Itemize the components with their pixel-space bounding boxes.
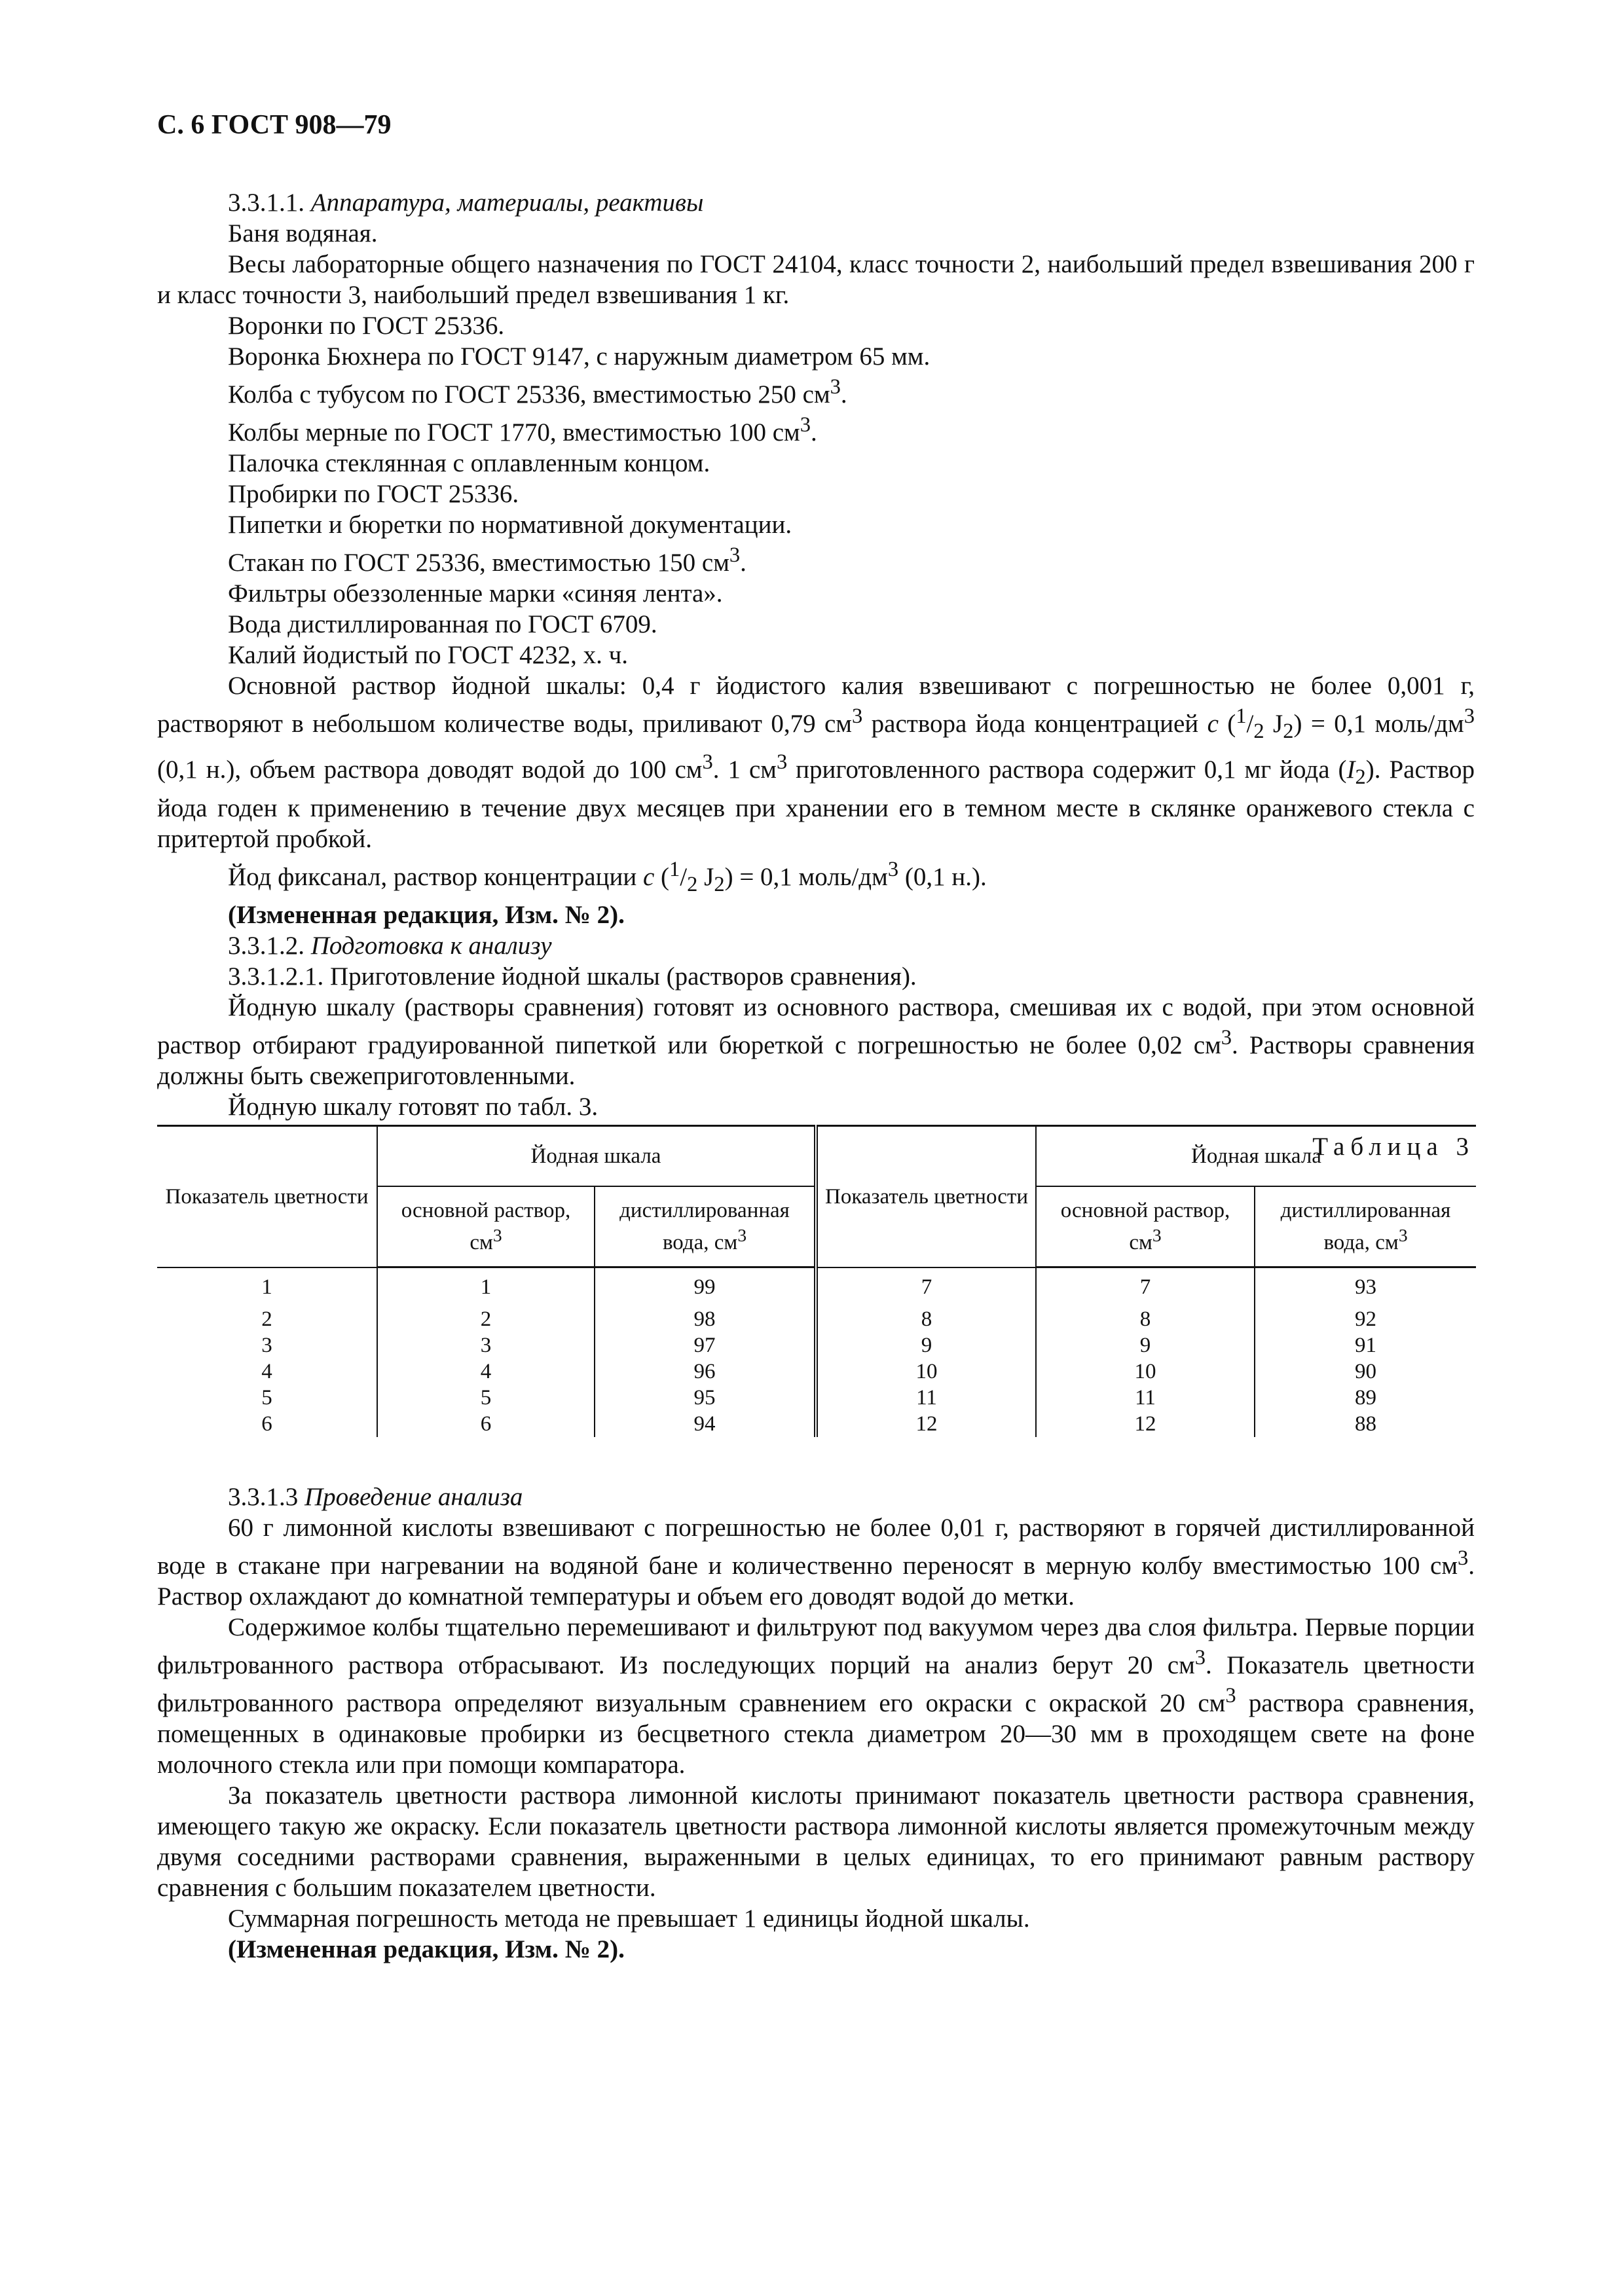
item-bath: Баня водяная.: [228, 219, 378, 247]
table-row: 3 3 97 9 9 91: [157, 1332, 1476, 1358]
analysis-paragraph-4: Суммарная погрешность метода не превышает 1 единицы йодной шкалы.: [228, 1904, 1030, 1933]
scale-preparation-paragraph: Йодную шкалу (растворы сравнения) готовят из основного раствора, смешивая их с водой, при этом основной раствор отбирают градуированной пипеткой или бюреткой с погрешностью не более 0,02 $см^3$. Растворы сравнения должны быть свежеприготовленными.: [157, 993, 1475, 1091]
analysis-paragraph-1: 60 г лимонной кислоты взвешивают с погрешностью не более 0,01 г, растворяют в горячей дистиллированной воде в стакане при нагревании на водяной бане и количественно переносят в мерную колбу вместимостью 100 $см^3$. Раствор охлаждают до комнатной температуры и объем его доводят водой до метки.: [157, 1514, 1475, 1611]
item-buchner-funnel: Воронка Бюхнера по ГОСТ 9147, с наружным диаметром 65 мм.: [228, 342, 931, 371]
item-scales: Весы лабораторные общего назначения по ГОСТ 24104, класс точности 2, наибольший предел взвешивания 200 г и класс точности 3, наибольший предел взвешивания 1 кг.: [157, 250, 1475, 309]
item-beaker: Стакан по ГОСТ 25336, вместимостью 150 $см^3$.: [228, 543, 746, 577]
page-header: С. 6 ГОСТ 908—79: [157, 110, 392, 140]
table-row: 1 1 99 7 7 93: [157, 1267, 1476, 1307]
item-potassium-iodide: Калий йодистый по ГОСТ 4232, х. ч.: [228, 641, 629, 669]
scale-table-reference: Йодную шкалу готовят по табл. 3.: [228, 1093, 599, 1121]
header-water-left: дистиллированная вода, $см^3$: [595, 1186, 816, 1267]
table-caption: Таблица 3: [1312, 1133, 1475, 1161]
section-3-3-1-3-heading: 3.3.1.3 Проведение анализа: [228, 1483, 523, 1511]
header-color-index-right: Показатель цветности: [816, 1126, 1036, 1267]
item-funnels: Воронки по ГОСТ 25336.: [228, 312, 505, 340]
header-iodine-scale-left: Йодная шкала: [377, 1126, 816, 1186]
iodine-scale-table: [157, 1125, 1476, 1437]
fixanal-paragraph: Йод фиксанал, раствор концентрации c ($^1/_2$ $J_2) = 0,1$ моль/$дм^3$ (0,1 н.).: [228, 857, 987, 896]
section-3-3-1-2-heading: 3.3.1.2. Подготовка к анализу: [228, 932, 552, 960]
item-pipettes: Пипетки и бюретки по нормативной документации.: [228, 511, 792, 539]
item-water: Вода дистиллированная по ГОСТ 6709.: [228, 610, 657, 638]
item-flask-tube: Колба с тубусом по ГОСТ 25336, вместимостью 250 $см^3$.: [228, 375, 847, 409]
item-filters: Фильтры обеззоленные марки «синяя лента».: [228, 579, 723, 608]
item-test-tubes: Пробирки по ГОСТ 25336.: [228, 480, 519, 508]
stock-solution-paragraph: Основной раствор йодной шкалы: 0,4 г йодистого калия взвешивают с погрешностью не более 0,001 г, растворяют в небольшом количестве воды, приливают 0,79 $см^3$ раствора йода концентрацией c ($^1/_2$ $J_2) = 0,1$ моль/$дм^3$ (0,1 н.), объем раствора доводят водой до 100 $см^3$. 1 $см^3$ приготовленного раствора содержит 0,1 мг йода $(I_2)$. Раствор йода годен к применению в течение двух месяцев при хранении его в темном месте в склянке оранжевого стекла с притертой пробкой.: [157, 672, 1475, 853]
analysis-paragraph-3: За показатель цветности раствора лимонной кислоты принимают показатель цветности раствора сравнения, имеющего такую же окраску. Если показатель цветности раствора лимонной кислоты является промежуточным между двумя соседними растворами сравнения, выраженными в целых единицах, то его принимают равным раствору сравнения с большим показателем цветности.: [157, 1781, 1475, 1902]
header-water-right: дистиллированная вода, $см^3$: [1255, 1186, 1476, 1267]
table-row: 2 2 98 8 8 92: [157, 1306, 1476, 1332]
section-3-3-1-1-heading: 3.3.1.1. Аппаратура, материалы, реактивы: [228, 189, 704, 217]
table-row: 5 5 95 11 11 89: [157, 1385, 1476, 1411]
item-glass-rod: Палочка стеклянная с оплавленным концом.: [228, 449, 710, 477]
table-row: 4 4 96 10 10 90: [157, 1358, 1476, 1385]
header-stock-left: основной раствор, $см^3$: [377, 1186, 595, 1267]
analysis-paragraph-2: Содержимое колбы тщательно перемешивают и фильтруют под вакуумом через два слоя фильтра. Первые порции фильтрованного раствора отбрасывают. Из последующих порций на анализ берут 20 $см^3$. Показатель цветности фильтрованного раствора определяют визуальным сравнением его окраски с окраской 20 $см^3$ раствора сравнения, помещенных в одинаковые пробирки из бесцветного стекла диаметром 20—30 мм в проходящем свете на фоне молочного стекла или при помощи компаратора.: [157, 1613, 1475, 1779]
amendment-note-2: (Измененная редакция, Изм. № 2).: [228, 1935, 625, 1963]
table-row: 6 6 94 12 12 88: [157, 1411, 1476, 1437]
section-body-top: [157, 187, 1475, 1162]
header-iodine-scale-right: Йодная шкала: [1036, 1126, 1476, 1186]
amendment-note-1: (Измененная редакция, Изм. № 2).: [228, 901, 625, 930]
header-stock-right: основной раствор, $см^3$: [1036, 1186, 1255, 1267]
item-volumetric-flasks: Колбы мерные по ГОСТ 1770, вместимостью 100 $см^3$.: [228, 413, 817, 446]
header-color-index-left: Показатель цветности: [157, 1126, 377, 1267]
section-body-bottom: [157, 1482, 1475, 1965]
section-3-3-1-2-1-heading: 3.3.1.2.1. Приготовление йодной шкалы (растворов сравнения).: [228, 962, 917, 991]
